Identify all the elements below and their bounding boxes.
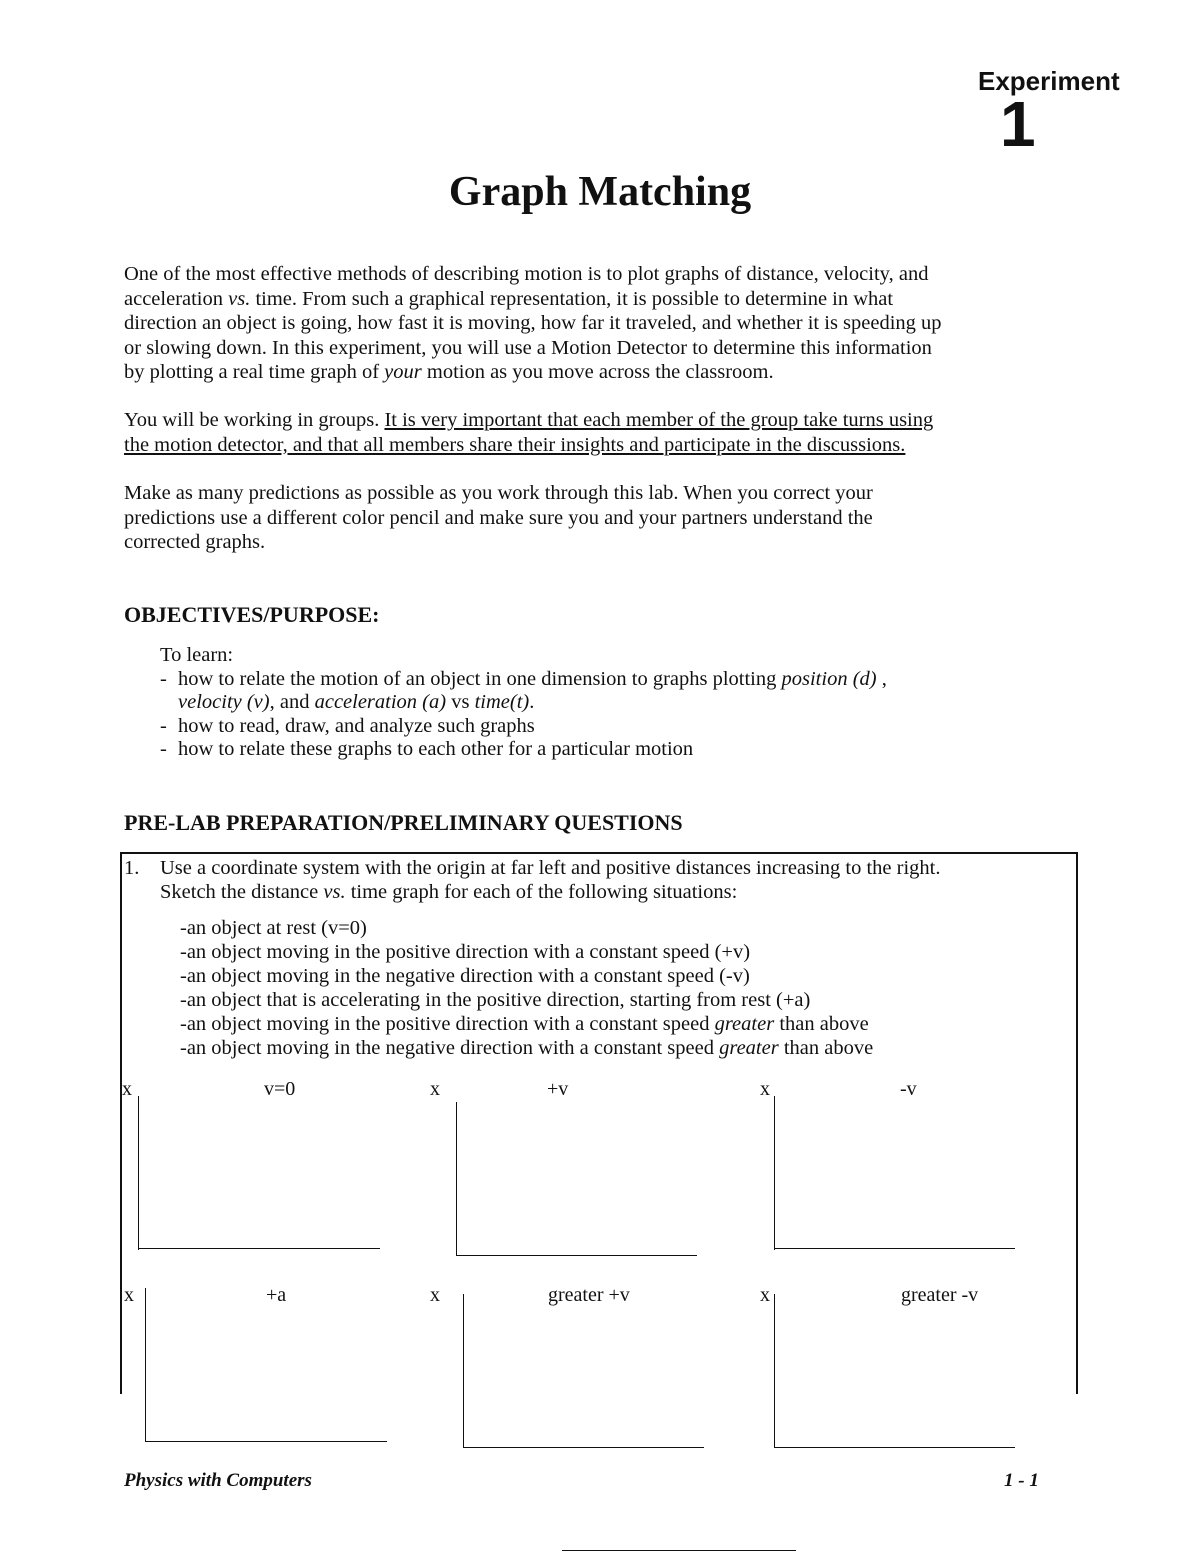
emphasis: vs. (228, 287, 251, 310)
situations-list (180, 916, 873, 1060)
experiment-label: Experiment (978, 66, 1120, 96)
text: You will be working in groups. (124, 409, 385, 431)
graph-axis-label: x (760, 1078, 770, 1100)
text: than above (778, 1037, 874, 1059)
emphasis: your (384, 361, 422, 383)
graph-x-axis[interactable] (456, 1255, 697, 1256)
text: vs (446, 691, 475, 713)
list-item: -an object that is accelerating in the positive direction, starting from rest (+a) (180, 989, 811, 1011)
text: Sketch the distance (160, 881, 324, 903)
text-line (124, 287, 1084, 312)
intro-paragraph-3 (124, 481, 1084, 555)
emphasis: velocity (v) (178, 691, 270, 713)
graph-title: +a (266, 1284, 287, 1306)
text-line: or slowing down. In this experiment, you will use a Motion Detector to determine this information (124, 336, 932, 359)
bullet-dash: - (160, 667, 167, 690)
emphasis: greater (719, 1037, 779, 1059)
objectives-heading: OBJECTIVES/PURPOSE: (124, 602, 380, 627)
emphasis: greater (714, 1013, 775, 1035)
text-line (124, 408, 1084, 433)
graph-title: greater -v (901, 1284, 979, 1306)
text-line: predictions use a different color pencil and make sure you and your partners understand the (124, 506, 873, 529)
text: how to read, draw, and analyze such graphs (178, 714, 535, 737)
text: -an object moving in the positive direction with a constant speed (180, 1013, 715, 1035)
graph-y-axis[interactable] (138, 1096, 139, 1250)
emphasis: acceleration (a) (314, 691, 447, 713)
text-line: corrected graphs. (124, 531, 266, 553)
emphasis: vs. (323, 881, 346, 903)
list-item: -an object moving in the positive direction with a constant speed (+v) (180, 941, 751, 963)
graph-x-axis[interactable] (145, 1441, 387, 1442)
text: how to relate the motion of an object in one dimension to graphs plotting (178, 667, 782, 690)
text: time. From such a graphical representation, it is possible to determine in what (250, 287, 894, 310)
text: by plotting a real time graph of (124, 361, 385, 383)
objectives-list (160, 644, 1080, 762)
graph-axis-label: x (760, 1284, 770, 1306)
emphasis: time(t) (474, 691, 530, 713)
graph-y-axis[interactable] (463, 1294, 464, 1448)
text: than above (774, 1013, 869, 1035)
intro-paragraph-1 (124, 262, 1084, 385)
text-line (124, 433, 1084, 458)
footer-page-number: 1 - 1 (1004, 1470, 1039, 1491)
bullet-dash: - (160, 738, 167, 760)
graph-y-axis[interactable] (774, 1294, 775, 1448)
graph-y-axis[interactable] (456, 1102, 457, 1256)
graph-axis-label: x (124, 1284, 134, 1306)
list-item (160, 715, 1080, 739)
emphasis: position (d) (781, 667, 877, 690)
graph-x-axis[interactable] (138, 1248, 380, 1249)
experiment-number: 1 (1000, 88, 1036, 160)
bullet-dash: - (160, 714, 167, 737)
text: acceleration (124, 287, 229, 310)
text: . (529, 691, 535, 713)
text: how to relate these graphs to each other for a particular motion (178, 738, 694, 760)
text-line: direction an object is going, how fast it is moving, how far it traveled, and whether it is speeding up (124, 312, 942, 334)
text-line (124, 360, 1084, 385)
objectives-lead: To learn: (160, 644, 234, 666)
list-item (160, 668, 1080, 692)
graph-x-axis[interactable] (774, 1248, 1015, 1249)
graph-y-axis[interactable] (774, 1096, 775, 1250)
prelab-heading: PRE-LAB PREPARATION/PRELIMINARY QUESTIONS (124, 810, 683, 835)
question-line: Use a coordinate system with the origin at far left and positive distances increasing to the right. (160, 857, 941, 879)
underlined-text: It is very important that each member of the group take turns using (384, 409, 934, 431)
graph-y-axis[interactable] (145, 1288, 146, 1442)
graph-axis-label: x (430, 1284, 440, 1306)
graph-x-axis[interactable] (774, 1447, 1015, 1448)
footer-book-title: Physics with Computers (124, 1470, 312, 1491)
graph-x-axis[interactable] (463, 1447, 704, 1448)
graph-title: v=0 (264, 1078, 296, 1100)
list-item: -an object at rest (v=0) (180, 917, 367, 939)
text: , (876, 667, 887, 690)
question-line (160, 880, 737, 904)
list-item (180, 1036, 873, 1060)
list-item-continuation (160, 691, 1080, 715)
underlined-text: the motion detector, and that all members share their insights and participate in the discussions. (124, 433, 906, 456)
list-item: -an object moving in the negative direction with a constant speed (-v) (180, 965, 750, 987)
text: -an object moving in the negative direction with a constant speed (180, 1037, 720, 1059)
list-item (160, 738, 1080, 762)
divider (562, 1550, 796, 1551)
list-item (180, 1012, 873, 1036)
graph-title: +v (547, 1078, 569, 1100)
question-number: 1. (124, 857, 140, 879)
graph-axis-label: x (430, 1078, 440, 1100)
text: motion as you move across the classroom. (421, 361, 774, 383)
text: time graph for each of the following situations: (345, 881, 738, 903)
text-line: One of the most effective methods of describing motion is to plot graphs of distance, velocity, and (124, 263, 929, 285)
intro-paragraph-2 (124, 408, 1084, 457)
page-title: Graph Matching (448, 169, 752, 215)
graph-title: -v (900, 1078, 917, 1100)
graph-title: greater +v (548, 1284, 630, 1306)
graph-axis-label: x (122, 1078, 132, 1100)
text-line: Make as many predictions as possible as you work through this lab. When you correct your (124, 482, 873, 504)
text: , and (269, 691, 315, 713)
